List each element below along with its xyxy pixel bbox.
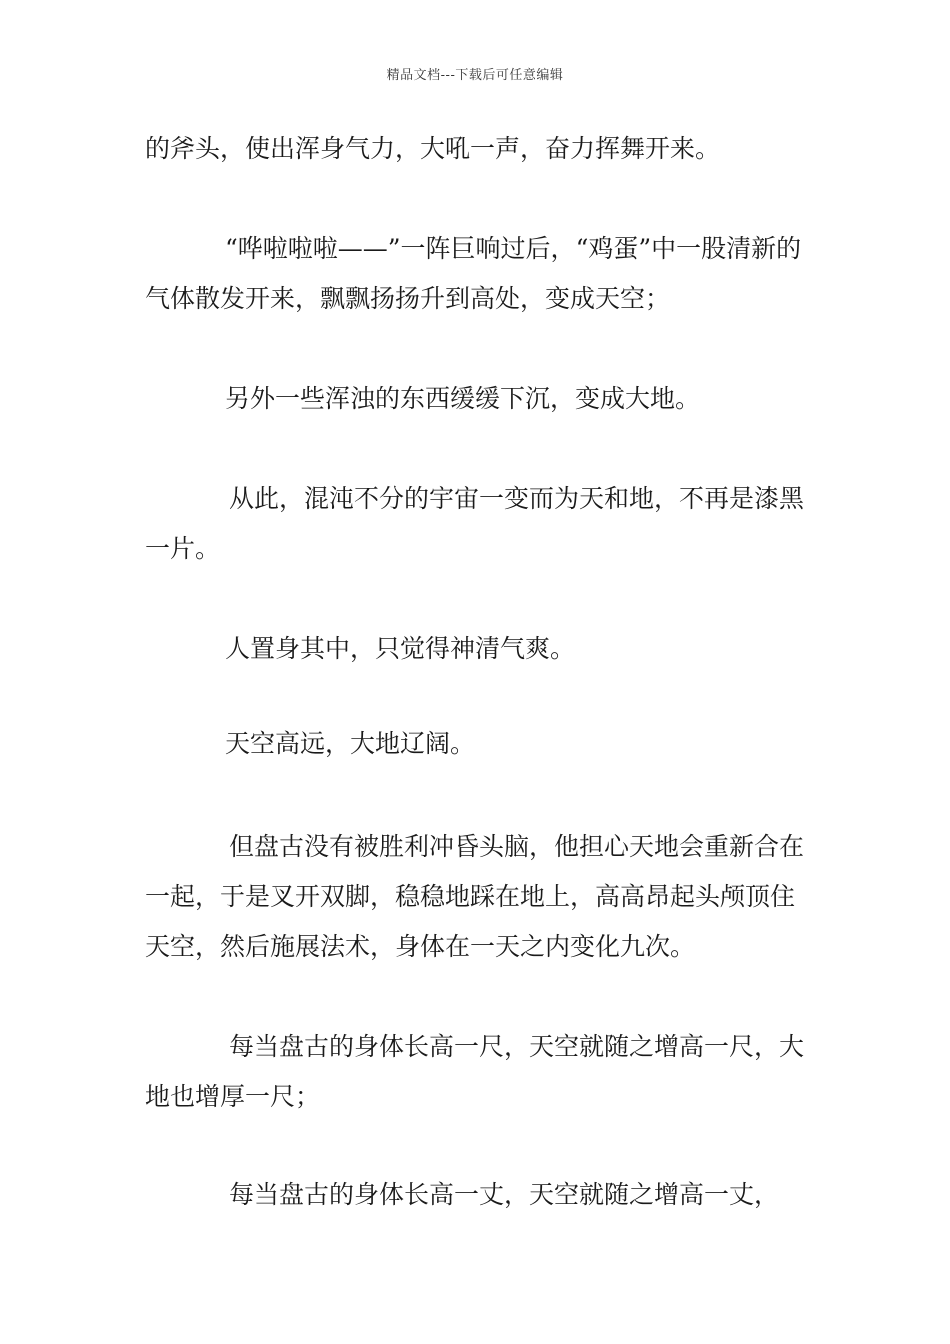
paragraph-1: 的斧头，使出浑身气力，大吼一声，奋力挥舞开来。 xyxy=(145,134,721,163)
paragraph-7: 但盘古没有被胜利冲昏头脑，他担心天地会重新合在一起，于是叉开双脚，稳稳地踩在地上，高高昂起头颅顶住天空，然后施展法术，身体在一天之内变化九次。 xyxy=(145,832,805,961)
paragraph-5: 人置身其中，只觉得神清气爽。 xyxy=(225,634,576,663)
paragraph-8: 每当盘古的身体长高一尺，天空就随之增高一尺，大地也增厚一尺； xyxy=(145,1032,805,1111)
paragraph-9: 每当盘古的身体长高一丈，天空就随之增高一丈， xyxy=(229,1180,780,1209)
paragraph-4: 从此，混沌不分的宇宙一变而为天和地，不再是漆黑一片。 xyxy=(145,484,805,563)
page-header: 精品文档---下载后可任意编辑 xyxy=(386,68,564,83)
paragraph-6: 天空高远，大地辽阔。 xyxy=(225,729,476,758)
paragraph-2: “哗啦啦啦——”一阵巨响过后，“鸡蛋”中一股清新的气体散发开来，飘飘扬扬升到高处，变成天空； xyxy=(145,234,802,313)
paragraph-3: 另外一些浑浊的东西缓缓下沉，变成大地。 xyxy=(225,384,701,413)
